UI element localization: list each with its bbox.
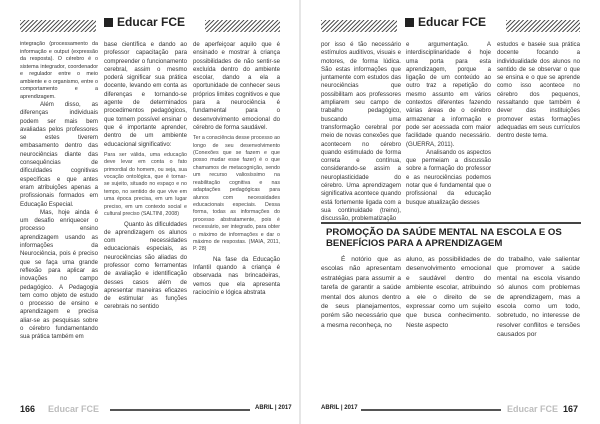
right-column-1 xyxy=(321,41,401,223)
paragraph: Além disso, as diferenças individuais podem ser mais bem avaliadas pelos professores se estes tiverem embasamento dentro das neurociências diante das consequências de dificuldades cognitivas específicas e que antes eram atribuições apenas a profissionais formados em Educação Especial. xyxy=(20,101,98,208)
footer-brand: Educar FCE xyxy=(507,404,559,414)
footer-brand: Educar FCE xyxy=(48,404,100,414)
right-page xyxy=(301,0,600,424)
header-hatch-pattern xyxy=(20,20,96,32)
paragraph: estudos e baseie sua prática docente focando a individualidade dos alunos no sentido de se observar o que se ensina e o que se aprende como isso acontece no cérebro dos pequenos, ressaltando que também é dever das instituições promover estas formações adequadas em seus currículos dentro deste tema. xyxy=(497,41,580,140)
right-column-2 xyxy=(406,41,491,217)
square-bullet-icon xyxy=(405,18,414,27)
section-column-1 xyxy=(321,255,401,400)
page-number: 167 xyxy=(563,404,579,414)
section-column-3 xyxy=(497,255,580,400)
header-hatch-pattern xyxy=(205,20,280,32)
paragraph: de aperfeiçoar aquilo que é ensinado e mostrar à criança possibilidades de não sentir-se excluída dentro do ambiente escolar, dando a ela a oportunidade de conhecer seus próprios limites cognitivos e que para a neurociência é fundamental para o desenvolvimento emocional do cérebro de forma saudável. xyxy=(193,41,280,131)
right-footer xyxy=(301,404,600,416)
paragraph: Na fase da Educação Infantil quando a criança é observada nas brincadeiras, vemos que ela apresenta raciocínio e lógica abstrata xyxy=(193,255,280,296)
left-page xyxy=(0,0,299,424)
page-header xyxy=(104,15,185,29)
header-brand: Educar FCE xyxy=(418,15,487,29)
left-column-3 xyxy=(193,41,280,399)
left-column-2 xyxy=(104,41,187,399)
left-column-1 xyxy=(20,41,98,399)
page-header xyxy=(405,15,486,29)
paragraph: por isso é tão necessário estímulos auditivos, visuais e motores, de forma lúdica. São estas informações que juntamente com estudos das neurociências que possibilitam aos professores ampliarem seu campo de trabalho pedagógico, buscando uma transformação cerebral por meio de novas conexões que acontecem no cérebro quando estimulado de forma correta e contínua, considerando-se assim a neuroplasticidade do cérebro. Uma aprendizagem significativa acontece quando está fortemente ligada com a sua continuidade (treino), discussão, problematização xyxy=(321,41,401,223)
footer-date: ABRIL | 2017 xyxy=(321,405,358,411)
block-quote: Ter a consciência desse processo ao longo de seu desenvolvimento (Conexões que se fazem e que posso mudar esse fazer) é o que chamamos de metacognição, sendo um recurso valiosíssimo na reabilitação cognitiva e nas adaptações pedagógicas para alunos com necessidades educacionais especiais. Dessa forma, todas as informações do processo abstratamente, pois é necessário, ser integrado, para obter o máximo de informações e dar o máximo de respostas. (MAIA, 2011, P. 28) xyxy=(193,135,280,253)
footer-date: ABRIL | 2017 xyxy=(255,405,292,411)
paragraph: Analisando os aspectos que permeiam a discussão sobre a formação do professor e as neurociências podemos notar que é fundamental que o profissional da educação busque atualização desses xyxy=(406,148,491,206)
paragraph: aluno, as possibilidades de desenvolvimento emocional e saudável dentro do ambiente escolar, atribuindo a ele o direito de se expressar como um sujeito que busca conhecimento. Neste aspecto xyxy=(406,256,491,329)
square-bullet-icon xyxy=(104,18,113,27)
paragraph: É notório que as escolas não apresentam estratégias para assumir a tarefa de garantir a saúde mental dos alunos dentro de seus planejamentos, porém são necessário que a mesma reconheça, no xyxy=(321,256,401,329)
paragraph: integração (processamento da informação e output (expressão da resposta). O cérebro é o sistema integrador, coordenador e regulador entre o meio ambiente e o organismo, entre o comportamento e a aprendizagem. xyxy=(20,41,98,100)
section-divider xyxy=(321,222,581,224)
section-title: PROMOÇÃO DA SAÚDE MENTAL NA ESCOLA E OS BENEFÍCIOS PARA A APRENDIZAGEM xyxy=(326,227,562,249)
paragraph: Mas, hoje ainda é um desafio enriquecer o processo ensino aprendizagem usando as informações da Neurociência, pois é preciso que se faça uma grande reflexão para aplicar as inovações no campo pedagógico. A Pedagogia tem como objeto de estudo o processo de ensino e aprendizagem e precisa aliar-se as pesquisas sobre o cérebro fundamentando sua prática também em xyxy=(20,208,98,341)
right-column-3 xyxy=(497,41,580,217)
header-brand: Educar FCE xyxy=(117,15,186,29)
paragraph: e argumentação. A interdisciplinaridade é hoje uma porta para esta aprendizagem, porque a ligação de um conteúdo ao outro traz a repetição do mesmo assunto em vários contextos diferentes fazendo várias áreas de o cérebro armazenar a informação e pode ser acessada com maior facilidade quando necessário. (GUERRA, 2011). xyxy=(406,41,491,148)
header-hatch-pattern xyxy=(321,20,397,32)
section-column-2 xyxy=(406,255,491,400)
header-hatch-pattern xyxy=(506,20,580,32)
page-number: 166 xyxy=(20,404,36,414)
paragraph: Quanto às dificuldades de aprendizagem os alunos com necessidades educacionais especiais, as neurociências são aliadas do professor como ferramentas de avaliação e identificação desses casos além de apresentar maneiras eficazes de estimular as funções cerebrais no sentido xyxy=(104,220,187,311)
footer-divider xyxy=(361,409,501,411)
paragraph: base científica e dando ao professor capacitação para compreender o funcionamento cerebral, assim o mesmo poderá significar sua prática docente, levando em conta as diferenças e tornando-se agente de determinados procedimentos pedagógicos, que tornem possível ensinar o que é importante aprender, dentro de um ambiente educacional significativo: xyxy=(104,41,187,148)
block-quote: Para ser válida, uma educação deve levar em conta o fato primordial do homem, ou seja, sua vocação ontológica, que é tornar-se sujeito, situado no espaço e no tempo, no sentido de que vive em uma época precisa, em um lugar preciso, em um contexto social e cultural preciso (SALTINI, 2008) xyxy=(104,151,187,218)
paragraph: do trabalho, vale salientar que promover a saúde mental na escola visando só alunos com problemas de aprendizagem, mas a escola como um todo, sobretudo, no interesse de resolver conflitos e tensões causados por xyxy=(497,256,580,339)
footer-divider xyxy=(110,409,250,411)
left-footer xyxy=(0,404,299,416)
